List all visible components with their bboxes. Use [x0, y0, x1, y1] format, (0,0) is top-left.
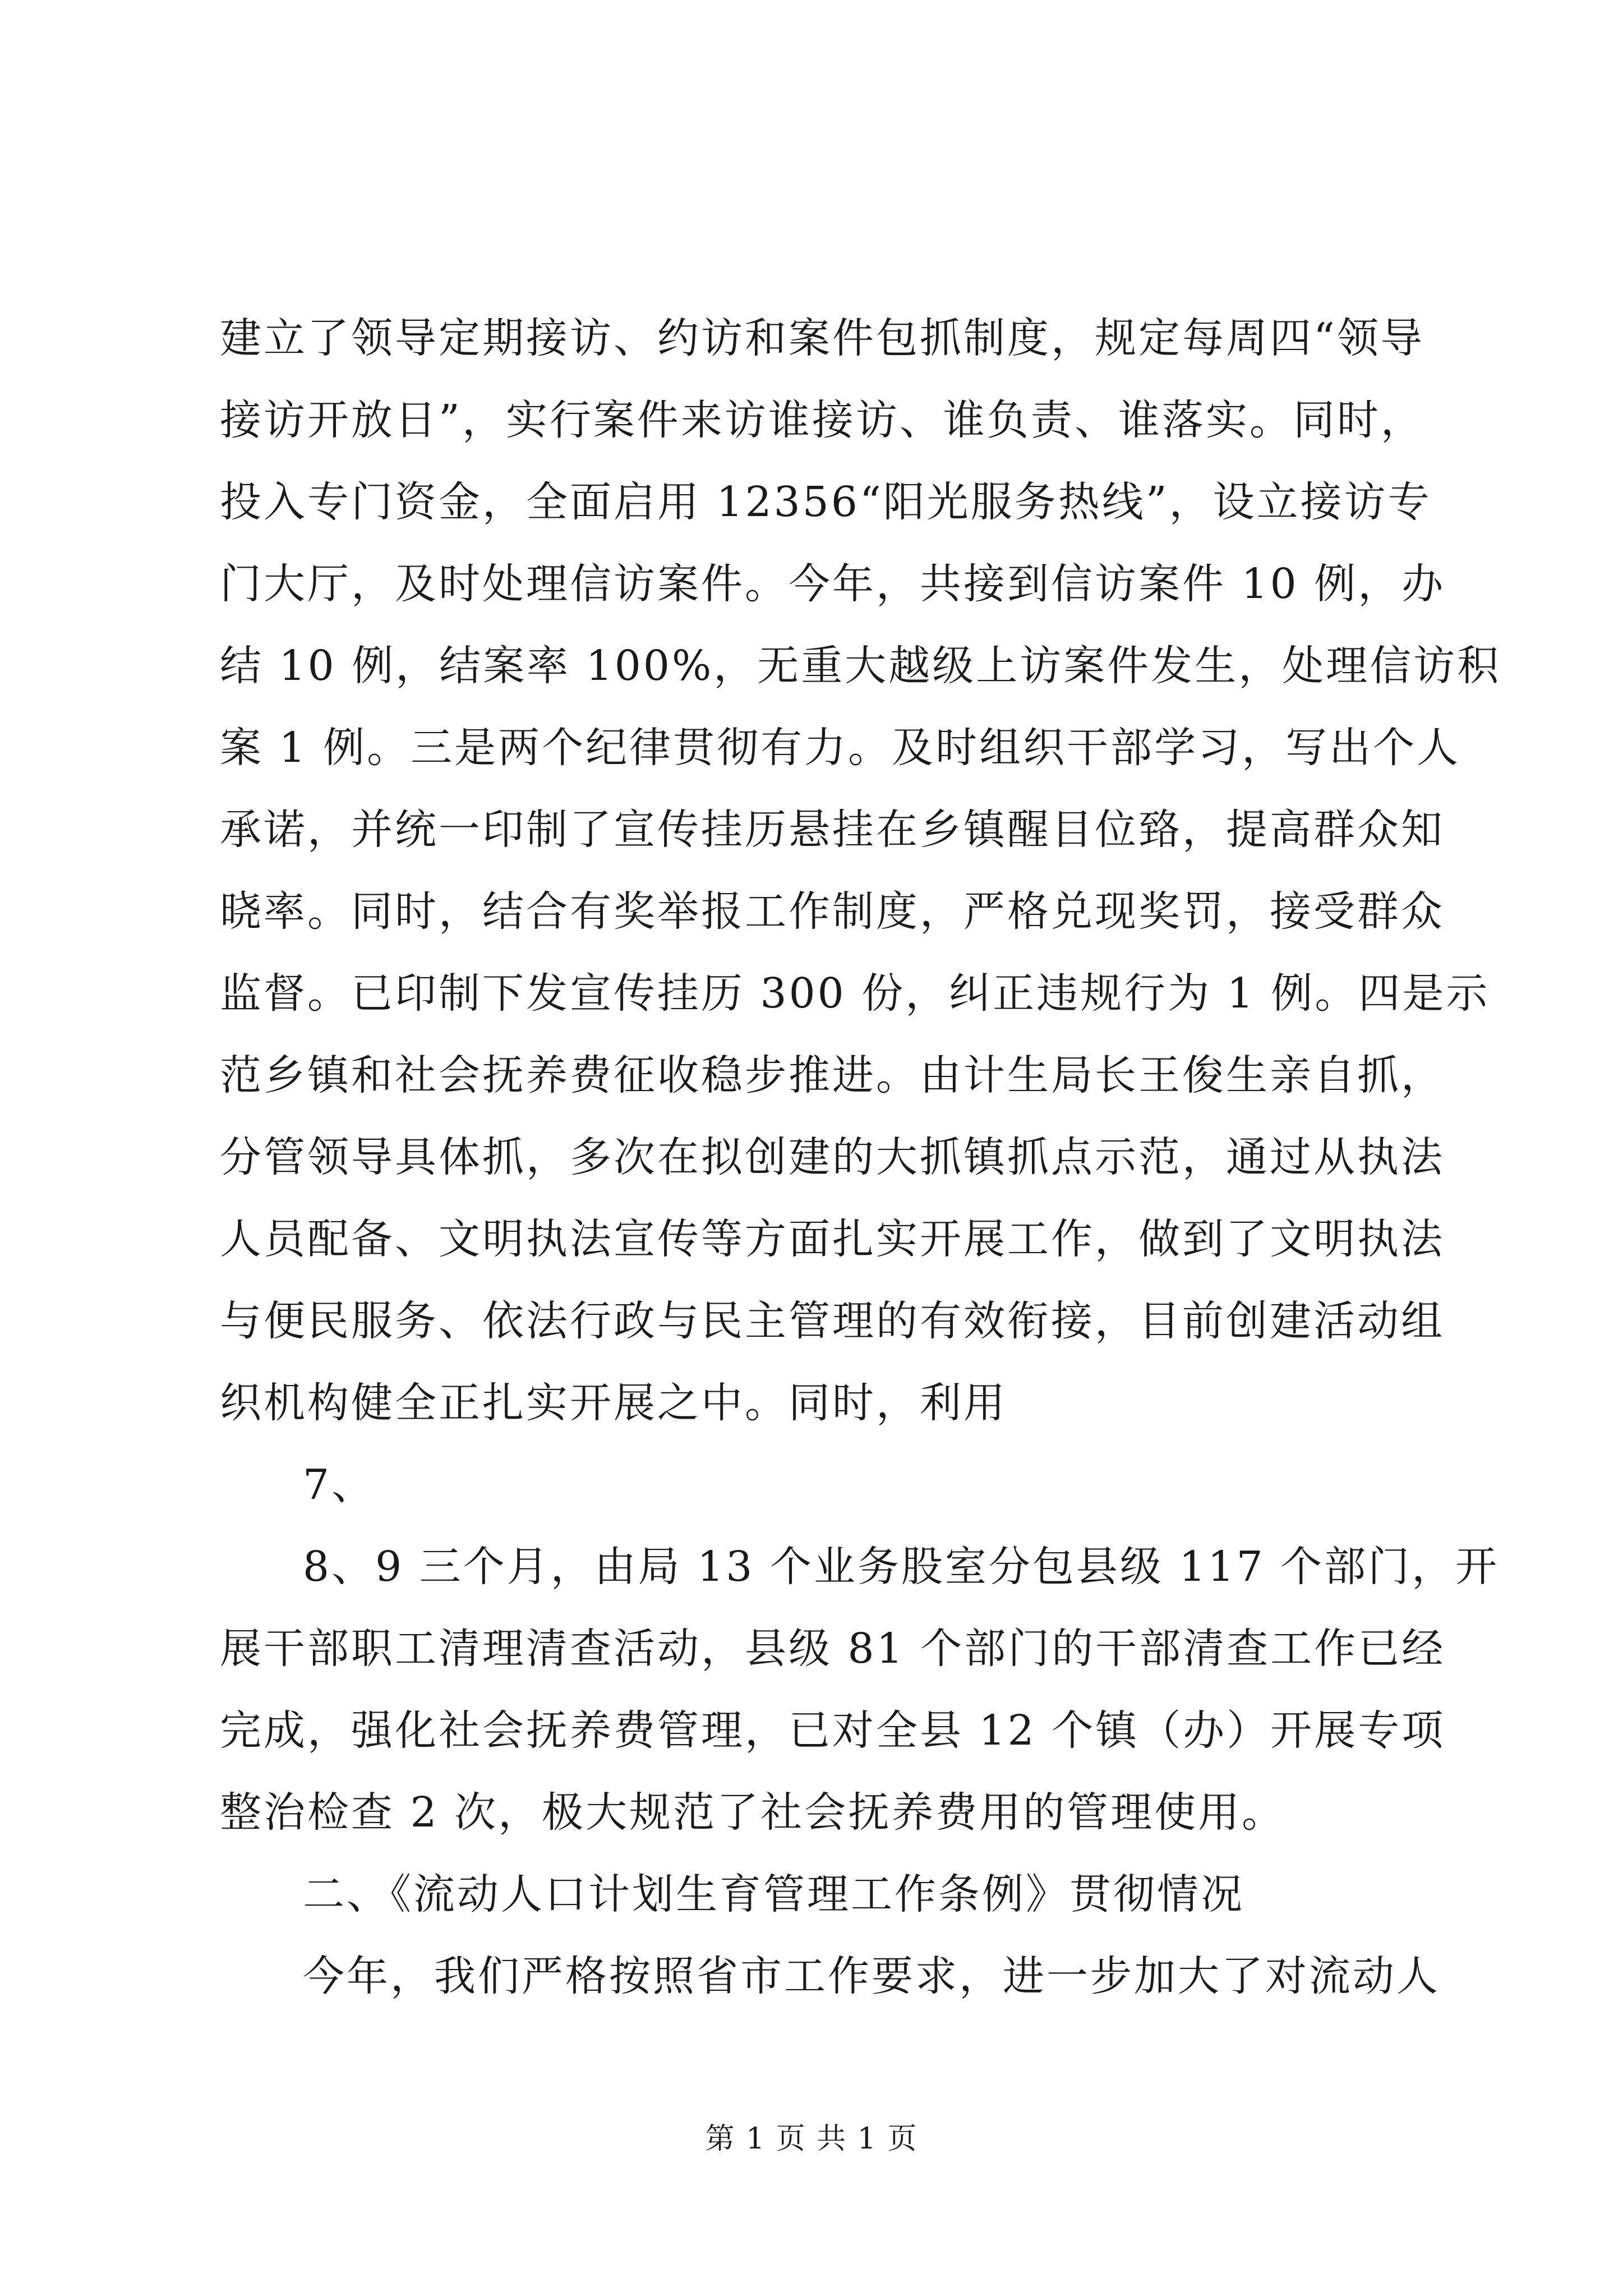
text-line: 案 1 例。三是两个纪律贯彻有力。及时组织干部学习，写出个人: [220, 724, 1461, 772]
text-line: 门大厅，及时处理信访案件。今年，共接到信访案件 10 例，办: [220, 560, 1446, 608]
document-body: [220, 297, 1501, 2017]
text-line: 晓率。同时，结合有奖举报工作制度，严格兑现奖罚，接受群众: [220, 887, 1445, 936]
text-line: 今年，我们严格按照省市工作要求，进一步加大了对流动人: [303, 1952, 1440, 2000]
text-line: 8、9 三个月，由局 13 个业务股室分包县级 117 个部门，开: [303, 1543, 1500, 1591]
text-line: 人员配备、文明执法宣传等方面扎实开展工作，做到了文明执法: [220, 1215, 1445, 1263]
text-line: 监督。已印制下发宣传挂历 300 份，纠正违规行为 1 例。四是示: [220, 969, 1490, 1018]
text-line: 展干部职工清理清查活动，县级 81 个部门的干部清查工作已经: [220, 1625, 1446, 1673]
text-line: 建立了领导定期接访、约访和案件包抓制度，规定每周四“领导: [220, 314, 1424, 362]
list-item-marker: 7、: [303, 1461, 376, 1509]
text-line: 整治检查 2 次，极大规范了社会抚养费用的管理使用。: [220, 1788, 1286, 1837]
text-line: 范乡镇和社会抚养费征收稳步推进。由计生局长王俊生亲自抓，: [220, 1051, 1445, 1099]
text-line: 结 10 例，结案率 100%，无重大越级上访案件发生，处理信访积: [220, 642, 1501, 690]
text-line: 分管领导具体抓，多次在拟创建的大抓镇抓点示范，通过从执法: [220, 1133, 1445, 1181]
section-heading: 二、《流动人口计划生育管理工作条例》贯彻情况: [303, 1870, 1244, 1918]
text-line: 完成，强化社会抚养费管理，已对全县 12 个镇（办）开展专项: [220, 1706, 1446, 1755]
text-line: 承诺，并统一印制了宣传挂历悬挂在乡镇醒目位臵，提高群众知: [220, 806, 1445, 854]
text-line: 接访开放日”，实行案件来访谁接访、谁负责、谁落实。同时，: [220, 396, 1424, 444]
text-line: 投入专门资金，全面启用 12356“阳光服务热线”，设立接访专: [220, 478, 1432, 526]
text-line: 与便民服务、依法行政与民主管理的有效衔接，目前创建活动组: [220, 1297, 1445, 1345]
page-footer: 第 1 页 共 1 页: [705, 2122, 918, 2156]
text-line: 织机构健全正扎实开展之中。同时，利用: [220, 1379, 1007, 1427]
